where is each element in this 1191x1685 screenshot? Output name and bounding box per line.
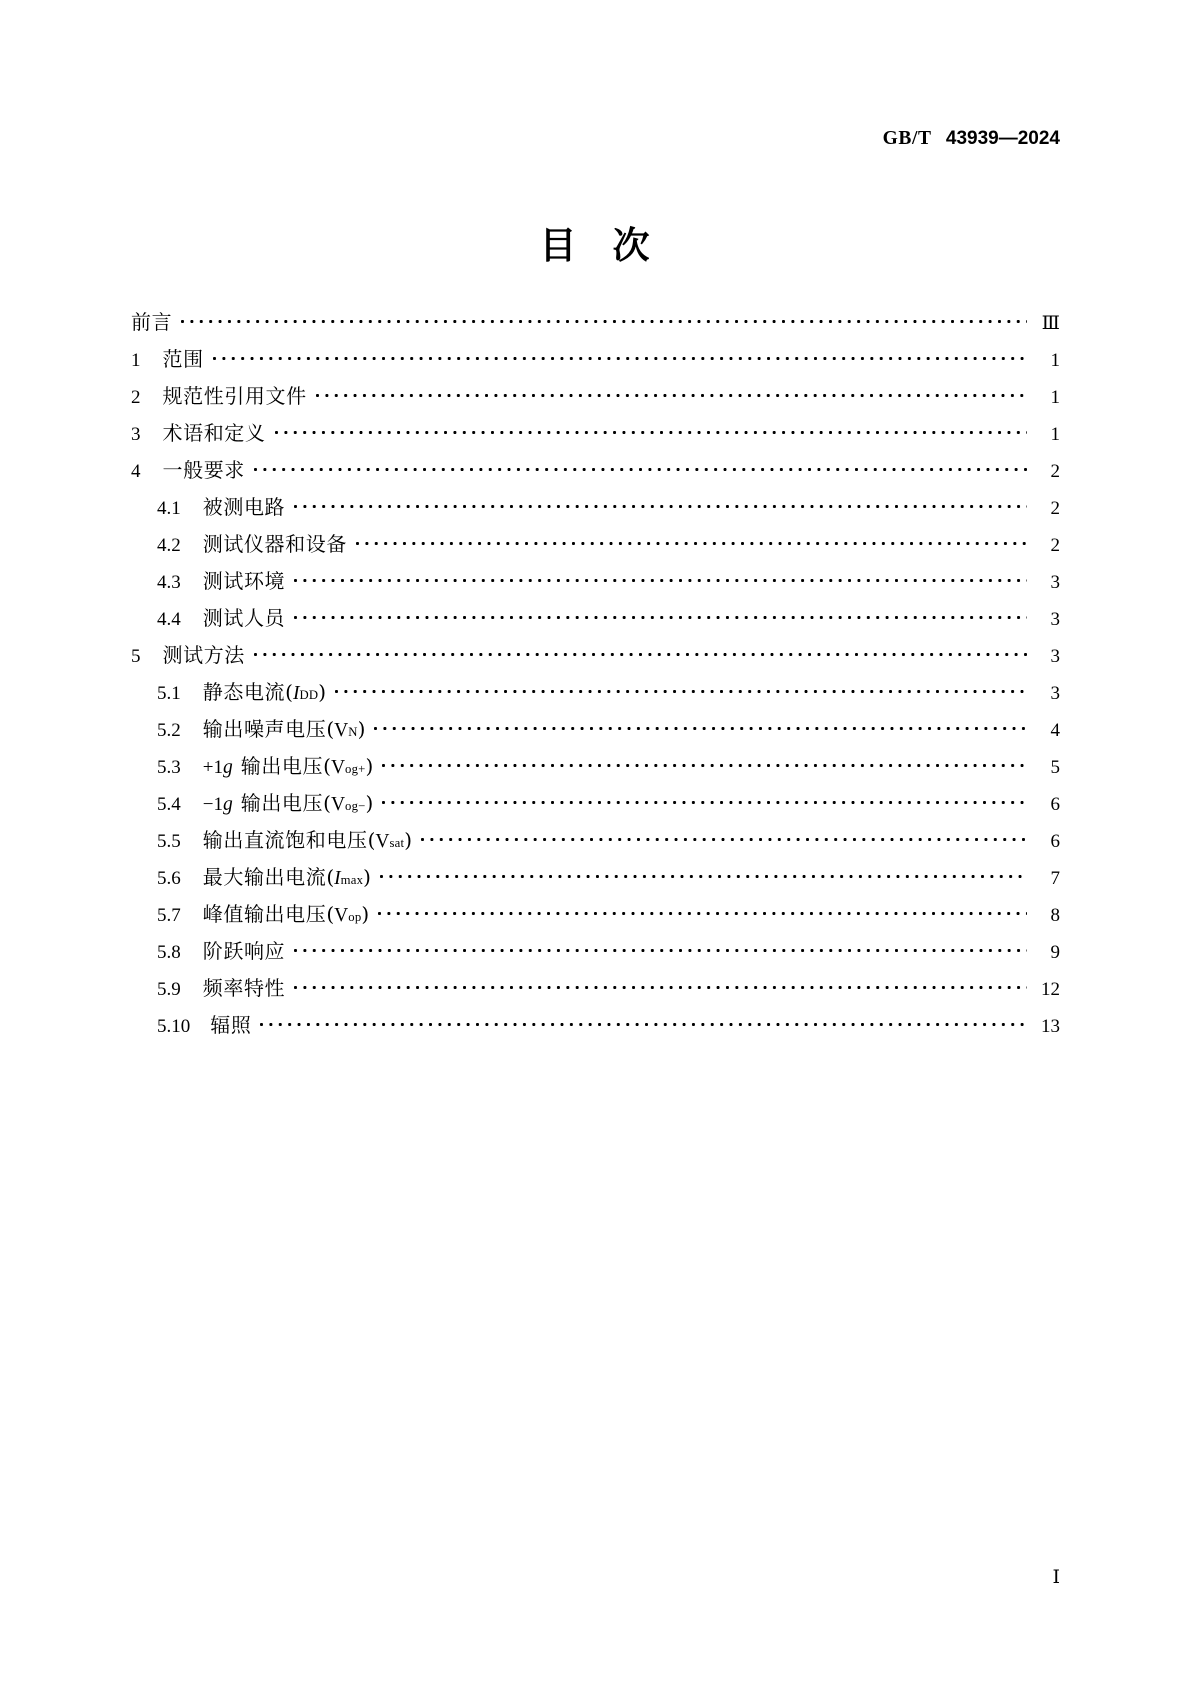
- leader-dots: [374, 716, 1027, 737]
- toc-entry-number: 2: [131, 387, 141, 408]
- toc-entry-page: 3: [1050, 683, 1060, 704]
- toc-entry-page: 9: [1050, 942, 1060, 963]
- running-header: [883, 128, 1060, 150]
- toc-entry-page: 7: [1050, 868, 1060, 889]
- leader-dots: [378, 901, 1027, 922]
- toc-entry-label: 峰值输出电压: [202, 902, 327, 926]
- leader-dots: [294, 568, 1027, 589]
- toc-entry-max-output-current[interactable]: [131, 861, 1060, 898]
- toc-entry-label: 输出直流饱和电压: [202, 828, 368, 852]
- paren-close: ): [357, 717, 366, 741]
- toc-entry-preface[interactable]: [131, 306, 1060, 343]
- symbol-voltage: V: [334, 905, 349, 926]
- toc-entry-page: 2: [1050, 535, 1060, 556]
- paren-open: (: [326, 717, 335, 741]
- toc-entry-number: 4.3: [157, 572, 181, 593]
- toc-entry-pos1g-output-voltage[interactable]: [131, 750, 1060, 787]
- toc-entry-label: 范围: [162, 347, 204, 371]
- toc-entry-label: 频率特性: [202, 976, 286, 1000]
- paren-close: ): [404, 828, 412, 852]
- paren-close: ): [363, 865, 371, 889]
- prefix-minus-one: −1: [202, 794, 223, 815]
- toc-entry-page: 1: [1050, 424, 1060, 445]
- toc-entry-page: 1: [1050, 387, 1060, 408]
- toc-entry-page: 5: [1050, 757, 1060, 778]
- toc-entry-scope[interactable]: [131, 343, 1060, 380]
- leader-dots: [254, 642, 1027, 663]
- toc-entry-page: 8: [1050, 905, 1060, 926]
- toc-entry-peak-output-voltage[interactable]: [131, 898, 1060, 935]
- toc-entry-number: 5.3: [157, 757, 181, 778]
- toc-entry-label: 术语和定义: [162, 421, 266, 445]
- leader-dots: [260, 1012, 1027, 1033]
- title-char-2: 次: [612, 223, 652, 267]
- symbol-subscript: og+: [345, 762, 366, 776]
- leader-dots: [382, 790, 1027, 811]
- symbol-subscript: og−: [345, 799, 366, 813]
- toc-entry-general-requirements[interactable]: [131, 454, 1060, 491]
- leader-dots: [213, 346, 1027, 367]
- toc-entry-number: 5.6: [157, 868, 181, 889]
- leader-dots: [294, 605, 1027, 626]
- paren-open: (: [326, 865, 335, 889]
- symbol-voltage: V: [330, 757, 346, 778]
- paren-close: ): [318, 680, 327, 704]
- toc-entry-label: 被测电路: [202, 495, 286, 519]
- toc-entry-terms-definitions[interactable]: [131, 417, 1060, 454]
- toc-entry-label: 前言: [131, 310, 173, 334]
- leader-dots: [356, 531, 1027, 552]
- paren-close: ): [365, 754, 374, 778]
- toc-entry-label: 测试方法: [162, 643, 245, 667]
- toc-entry-label: 最大输出电流: [202, 865, 327, 889]
- paren-open: (: [323, 791, 331, 815]
- toc-entry-page: 6: [1050, 831, 1060, 852]
- toc-entry-dc-saturation-voltage[interactable]: [131, 824, 1060, 861]
- toc-entry-label: 测试仪器和设备: [202, 532, 347, 556]
- toc-entry-number: 4.4: [157, 609, 181, 630]
- leader-dots: [275, 420, 1028, 441]
- toc-entry-page: 12: [1041, 979, 1060, 1000]
- toc-entry-page: Ⅲ: [1041, 313, 1060, 334]
- symbol-subscript: sat: [389, 836, 405, 850]
- toc-entry-label: 输出噪声电压: [202, 717, 327, 741]
- toc-entry-label: 输出电压: [240, 791, 324, 815]
- toc-entry-test-methods[interactable]: [131, 639, 1060, 676]
- toc-entry-page: 2: [1050, 461, 1060, 482]
- toc-entry-number: 5.7: [157, 905, 181, 926]
- paren-open: (: [323, 754, 331, 778]
- toc-entry-label: 静态电流: [202, 680, 286, 704]
- toc-entry-page: 4: [1050, 720, 1060, 741]
- toc-entry-page: 1: [1050, 350, 1060, 371]
- leader-dots: [294, 975, 1027, 996]
- standard-prefix: GB/T: [882, 128, 932, 149]
- toc-entry-number: 5.4: [157, 794, 181, 815]
- toc-entry-dut-circuit[interactable]: [131, 491, 1060, 528]
- symbol-subscript: op: [348, 910, 362, 924]
- leader-dots: [181, 309, 1027, 330]
- toc-entry-label: 测试环境: [202, 569, 286, 593]
- standard-number: 43939—2024: [945, 128, 1060, 149]
- toc-entry-quiescent-current[interactable]: [131, 676, 1060, 713]
- toc-entry-page: 2: [1050, 498, 1060, 519]
- paren-close: ): [365, 791, 374, 815]
- footer-page-number: Ⅰ: [1052, 1567, 1060, 1588]
- prefix-plus-one: +1: [202, 757, 223, 778]
- toc-entry-label: 输出电压: [240, 754, 324, 778]
- symbol-g: g: [222, 794, 233, 815]
- toc-entry-number: 5.10: [157, 1016, 191, 1037]
- toc-entry-page: 3: [1050, 646, 1060, 667]
- toc-entry-test-instruments[interactable]: [131, 528, 1060, 565]
- leader-dots: [294, 494, 1027, 515]
- leader-dots: [294, 938, 1027, 959]
- toc-entry-number: 4.1: [157, 498, 181, 519]
- toc-entry-number: 1: [131, 350, 141, 371]
- toc-entry-normative-references[interactable]: [131, 380, 1060, 417]
- toc-entry-number: 5: [131, 646, 141, 667]
- page-title: [0, 215, 1191, 269]
- toc-entry-page: 3: [1050, 572, 1060, 593]
- symbol-subscript: N: [348, 725, 358, 739]
- leader-dots: [380, 864, 1027, 885]
- symbol-current: I: [334, 868, 341, 889]
- toc-entry-neg1g-output-voltage[interactable]: [131, 787, 1060, 824]
- symbol-g: g: [222, 757, 233, 778]
- toc-entry-number: 5.8: [157, 942, 181, 963]
- symbol-voltage: V: [330, 794, 346, 815]
- paren-open: (: [285, 680, 293, 704]
- symbol-subscript: DD: [299, 688, 319, 702]
- toc-entry-step-response[interactable]: [131, 935, 1060, 972]
- toc-entry-number: 5.5: [157, 831, 181, 852]
- symbol-subscript: max: [340, 873, 364, 887]
- toc-entry-output-noise-voltage[interactable]: [131, 713, 1060, 750]
- toc-entry-number: 4.2: [157, 535, 181, 556]
- toc-entry-test-personnel[interactable]: [131, 602, 1060, 639]
- title-char-1: 目: [539, 223, 579, 267]
- toc-entry-label: 测试人员: [202, 606, 286, 630]
- toc-entry-number: 4: [131, 461, 141, 482]
- toc-entry-number: 5.9: [157, 979, 181, 1000]
- leader-dots: [421, 827, 1027, 848]
- paren-close: ): [361, 902, 370, 926]
- toc-entry-page: 3: [1050, 609, 1060, 630]
- table-of-contents: [131, 306, 1060, 1046]
- toc-entry-test-environment[interactable]: [131, 565, 1060, 602]
- toc-entry-label: 一般要求: [162, 458, 245, 482]
- symbol-voltage: V: [375, 831, 390, 852]
- toc-entry-page: 13: [1041, 1016, 1060, 1037]
- symbol-voltage: V: [334, 720, 349, 741]
- toc-entry-label: 辐照: [210, 1013, 252, 1037]
- leader-dots: [254, 457, 1027, 478]
- leader-dots: [316, 383, 1027, 404]
- toc-entry-number: 5.1: [157, 683, 181, 704]
- toc-entry-page: 6: [1050, 794, 1060, 815]
- toc-entry-label: 规范性引用文件: [162, 384, 307, 408]
- symbol-current: I: [292, 683, 300, 704]
- toc-entry-label: 阶跃响应: [202, 939, 286, 963]
- toc-entry-frequency-response[interactable]: [131, 972, 1060, 1009]
- leader-dots: [382, 753, 1027, 774]
- toc-entry-number: 3: [131, 424, 141, 445]
- toc-entry-irradiation[interactable]: [131, 1009, 1060, 1046]
- toc-entry-number: 5.2: [157, 720, 181, 741]
- leader-dots: [335, 679, 1027, 700]
- paren-open: (: [367, 828, 376, 852]
- paren-open: (: [326, 902, 335, 926]
